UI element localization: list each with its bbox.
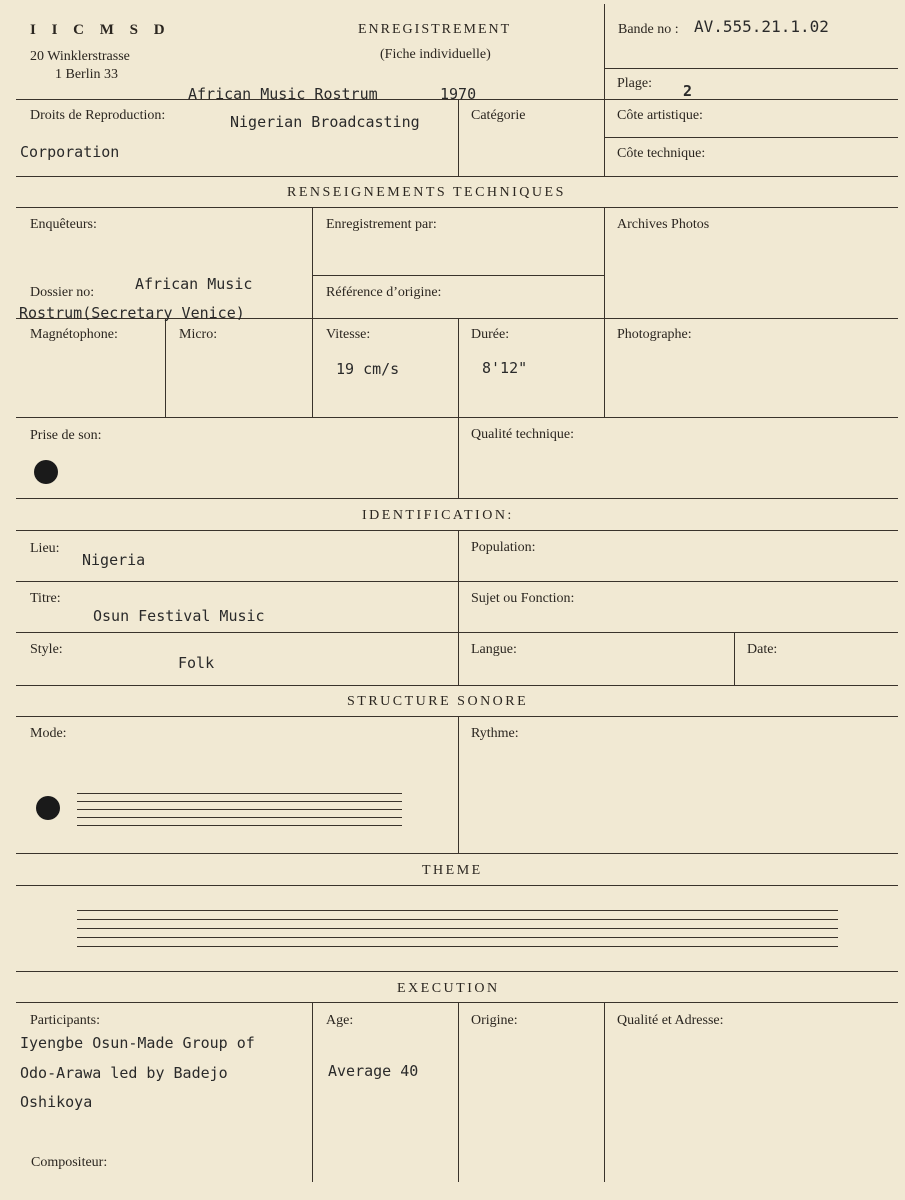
- divider: [458, 530, 459, 686]
- staff-line: [77, 809, 402, 810]
- titre-value: Osun Festival Music: [93, 607, 265, 625]
- staff-line: [77, 825, 402, 826]
- sujet-label: Sujet ou Fonction:: [471, 591, 575, 606]
- population-label: Population:: [471, 540, 536, 555]
- divider: [16, 417, 898, 418]
- micro-label: Micro:: [179, 327, 218, 342]
- form-subtitle: (Fiche individuelle): [380, 47, 491, 62]
- programme-name: African Music Rostrum: [188, 85, 378, 103]
- form-title: ENREGISTREMENT: [358, 22, 512, 37]
- divider: [312, 275, 604, 276]
- style-label: Style:: [30, 642, 63, 657]
- bande-value: AV.555.21.1.02: [694, 17, 829, 36]
- section-title-structure: STRUCTURE SONORE: [347, 694, 529, 709]
- participants-line-2: Odo-Arawa led by Badejo: [20, 1064, 228, 1082]
- mode-label: Mode:: [30, 726, 67, 741]
- staff-line: [77, 817, 402, 818]
- date-label: Date:: [747, 642, 778, 657]
- divider: [458, 417, 459, 499]
- staff-line: [77, 793, 402, 794]
- lieu-label: Lieu:: [30, 541, 60, 556]
- qualite-adresse-label: Qualité et Adresse:: [617, 1013, 724, 1028]
- age-label: Age:: [326, 1013, 354, 1028]
- divider: [458, 99, 459, 177]
- divider: [165, 318, 166, 418]
- style-value: Folk: [178, 654, 215, 672]
- divider: [16, 498, 898, 499]
- punch-hole: [34, 460, 58, 484]
- divider: [16, 530, 898, 531]
- divider: [312, 207, 313, 418]
- staff-line: [77, 937, 838, 938]
- divider: [16, 632, 898, 633]
- duree-value: 8'12": [482, 359, 528, 377]
- section-title-execution: EXECUTION: [397, 981, 500, 996]
- divider: [16, 581, 898, 582]
- enqueteurs-label: Enquêteurs:: [30, 217, 97, 232]
- divider: [604, 137, 898, 138]
- plage-label: Plage:: [617, 76, 652, 91]
- divider: [604, 4, 605, 177]
- vitesse-label: Vitesse:: [326, 327, 371, 342]
- divider: [16, 207, 898, 208]
- rights-value-line2: Corporation: [20, 143, 120, 161]
- divider: [458, 1002, 459, 1182]
- punch-hole: [36, 796, 60, 820]
- cote-technique-label: Côte technique:: [617, 146, 706, 161]
- dossier-value-line1: African Music: [135, 275, 253, 293]
- archives-photos-label: Archives Photos: [617, 217, 710, 232]
- duree-label: Durée:: [471, 327, 510, 342]
- titre-label: Titre:: [30, 591, 61, 606]
- dossier-label: Dossier no:: [30, 285, 95, 300]
- section-title-identification: IDENTIFICATION:: [362, 508, 514, 523]
- participants-line-3: Oshikoya: [20, 1093, 93, 1111]
- cote-artistique-label: Côte artistique:: [617, 108, 703, 123]
- divider: [16, 685, 898, 686]
- staff-line: [77, 928, 838, 929]
- section-title-technical: RENSEIGNEMENTS TECHNIQUES: [287, 185, 566, 200]
- divider: [16, 176, 898, 177]
- participants-line-1: Iyengbe Osun-Made Group of: [20, 1034, 255, 1052]
- bande-label: Bande no :: [618, 22, 679, 37]
- langue-label: Langue:: [471, 642, 517, 657]
- rythme-label: Rythme:: [471, 726, 519, 741]
- divider: [604, 207, 605, 318]
- address-line-2: 1 Berlin 33: [55, 67, 118, 82]
- compositeur-label: Compositeur:: [31, 1155, 108, 1170]
- staff-line: [77, 946, 838, 947]
- age-value: Average 40: [328, 1062, 419, 1080]
- participants-label: Participants:: [30, 1013, 100, 1028]
- staff-line: [77, 801, 402, 802]
- rights-label: Droits de Reproduction:: [30, 108, 166, 123]
- staff-line: [77, 910, 838, 911]
- organization-logo: I I C M S D: [30, 22, 171, 38]
- divider: [16, 853, 898, 854]
- magnetophone-label: Magnétophone:: [30, 327, 118, 342]
- divider: [16, 971, 898, 972]
- qualite-technique-label: Qualité technique:: [471, 427, 575, 442]
- divider: [734, 632, 735, 686]
- dossier-value-line2: Rostrum(Secretary Venice): [19, 304, 245, 322]
- rights-value-line1: Nigerian Broadcasting: [230, 113, 420, 131]
- divider: [16, 1002, 898, 1003]
- prise-de-son-label: Prise de son:: [30, 428, 102, 443]
- reference-label: Référence d’origine:: [326, 285, 442, 300]
- address-line-1: 20 Winklerstrasse: [30, 49, 130, 64]
- divider: [16, 716, 898, 717]
- divider: [16, 885, 898, 886]
- photographe-label: Photographe:: [617, 327, 692, 342]
- enregistrement-par-label: Enregistrement par:: [326, 217, 437, 232]
- divider: [604, 318, 605, 418]
- divider: [312, 1002, 313, 1182]
- lieu-value: Nigeria: [82, 551, 146, 569]
- plage-value: 2: [683, 82, 693, 100]
- section-title-theme: THEME: [422, 863, 483, 878]
- divider: [458, 318, 459, 418]
- vitesse-value: 19 cm/s: [336, 360, 400, 378]
- divider: [604, 1002, 605, 1182]
- staff-line: [77, 919, 838, 920]
- categorie-label: Catégorie: [471, 108, 526, 123]
- divider: [458, 716, 459, 854]
- programme-year: 1970: [440, 85, 477, 103]
- divider: [604, 68, 898, 69]
- origine-label: Origine:: [471, 1013, 518, 1028]
